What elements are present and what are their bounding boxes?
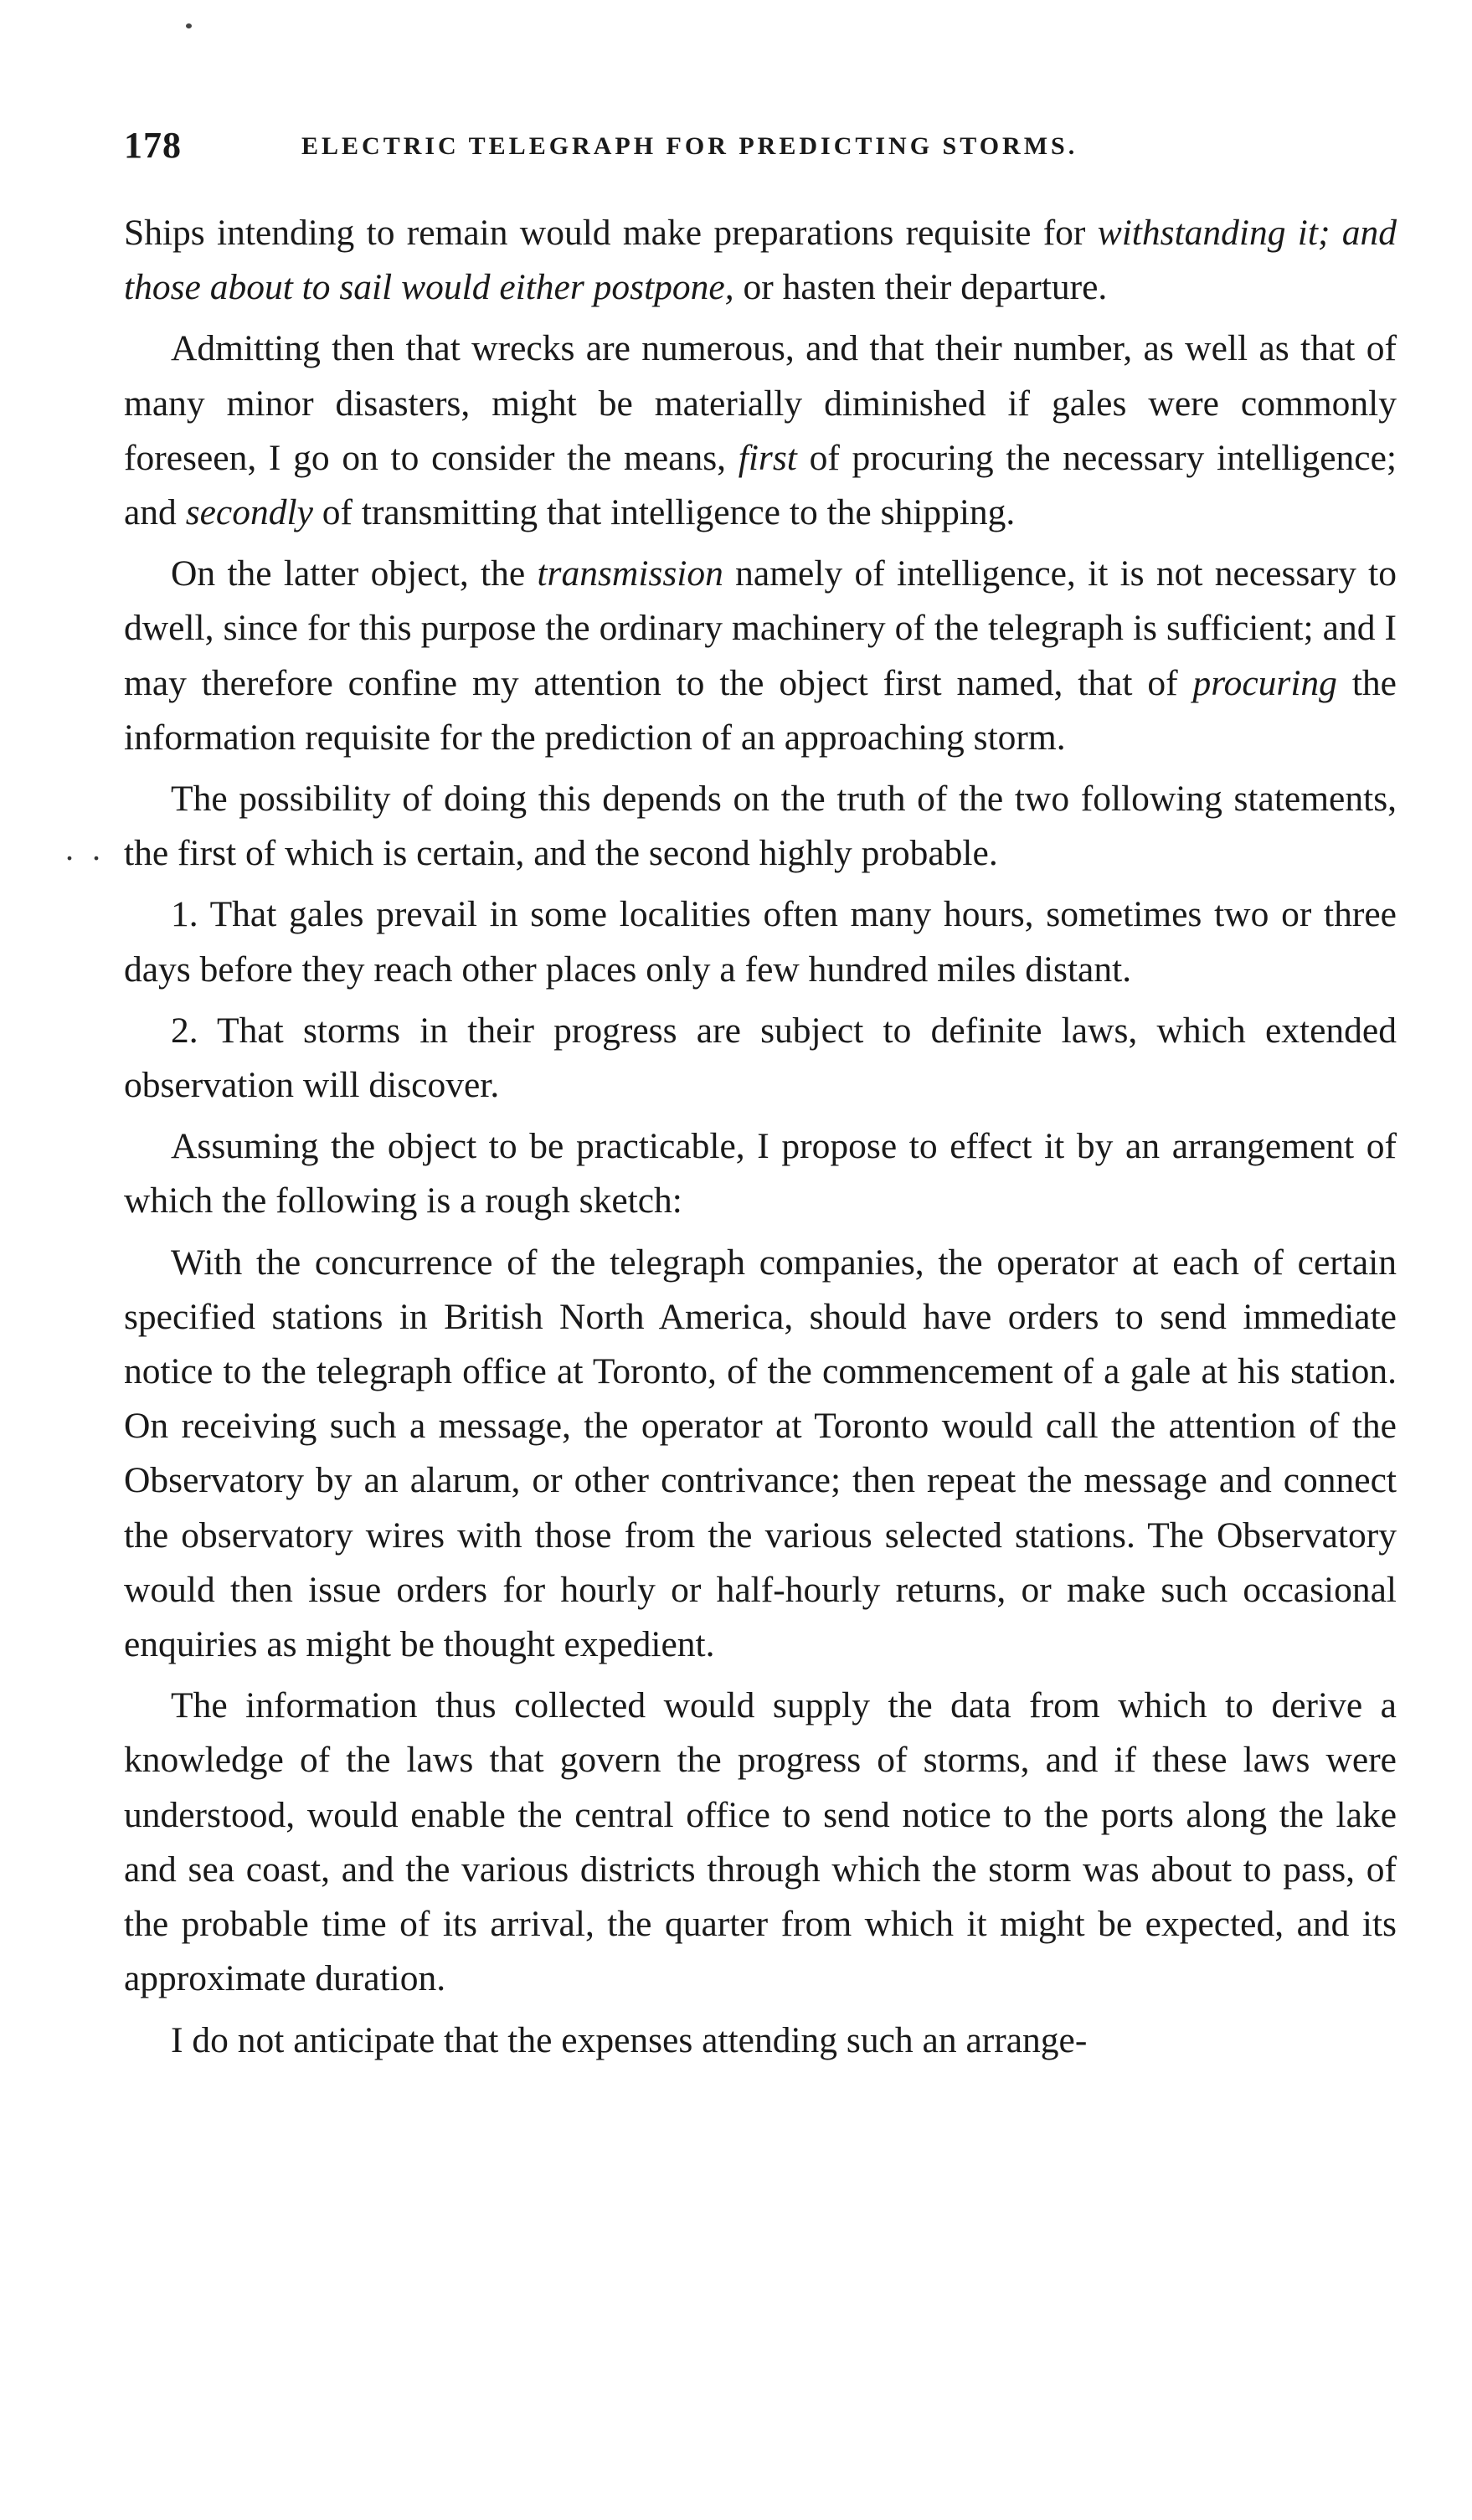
page-header <box>124 124 1413 174</box>
numbered-statement: 1. That gales prevail in some localities often many hours, sometimes two or three days before they reach other places only a few hundred miles distant. <box>124 894 1397 990</box>
ink-speck <box>186 23 192 28</box>
paragraph: Admitting then that wrecks are numerous, and that their number, as well as that of many minor disasters, might be materially diminished if gales were commonly foreseen, I go on to consider the means, first of procuring the necessary intelligence; and secondly of transmitting that intelligence to the shipping. <box>124 328 1397 533</box>
paragraph: The possibility of doing this depends on the truth of the two following statements, the first of which is certain, and the second highly probable. <box>124 779 1397 874</box>
page-number: 178 <box>124 125 182 166</box>
body-text <box>124 206 1397 2075</box>
numbered-statement: 2. That storms in their progress are subject to definite laws, which extended observation will discover. <box>124 1010 1397 1106</box>
paragraph: Ships intending to remain would make preparations requisite for withstanding it; and those about to sail would either postpone, or hasten their departure. <box>124 213 1397 308</box>
margin-marks: . . <box>65 830 106 867</box>
paragraph: Assuming the object to be practicable, I propose to effect it by an arrangement of which the following is a rough sketch: <box>124 1126 1397 1221</box>
paragraph: With the concurrence of the telegraph companies, the operator at each of certain specified stations in British North America, should have orders to send immediate notice to the telegraph office at Toronto, of the commencement of a gale at his station. On receiving such a message, the operator at Toronto would call the attention of the Observatory by an alarum, or other contrivance; then repeat the message and connect the observatory wires with those from the various selected stations. The Observatory would then issue orders for hourly or half-hourly returns, or make such occasional enquiries as might be thought expedient. <box>124 1242 1397 1665</box>
paragraph: The information thus collected would supply the data from which to derive a knowledge of the laws that govern the progress of storms, and if these laws were understood, would enable the central office to send notice to the ports along the lake and sea coast, and the various districts through which the storm was about to pass, of the probable time of its arrival, the quarter from which it might be expected, and its approximate duration. <box>124 1685 1397 1999</box>
running-head: ELECTRIC TELEGRAPH FOR PREDICTING STORMS. <box>301 132 1078 160</box>
paragraph: I do not anticipate that the expenses attending such an arrange- <box>171 2019 1088 2060</box>
paragraph: On the latter object, the transmission namely of intelligence, it is not necessary to dwell, since for this purpose the ordinary machinery of the telegraph is sufficient; and I may therefore confine my attention to the object first named, that of procuring the information requisite for the prediction of an approaching storm. <box>124 553 1397 758</box>
